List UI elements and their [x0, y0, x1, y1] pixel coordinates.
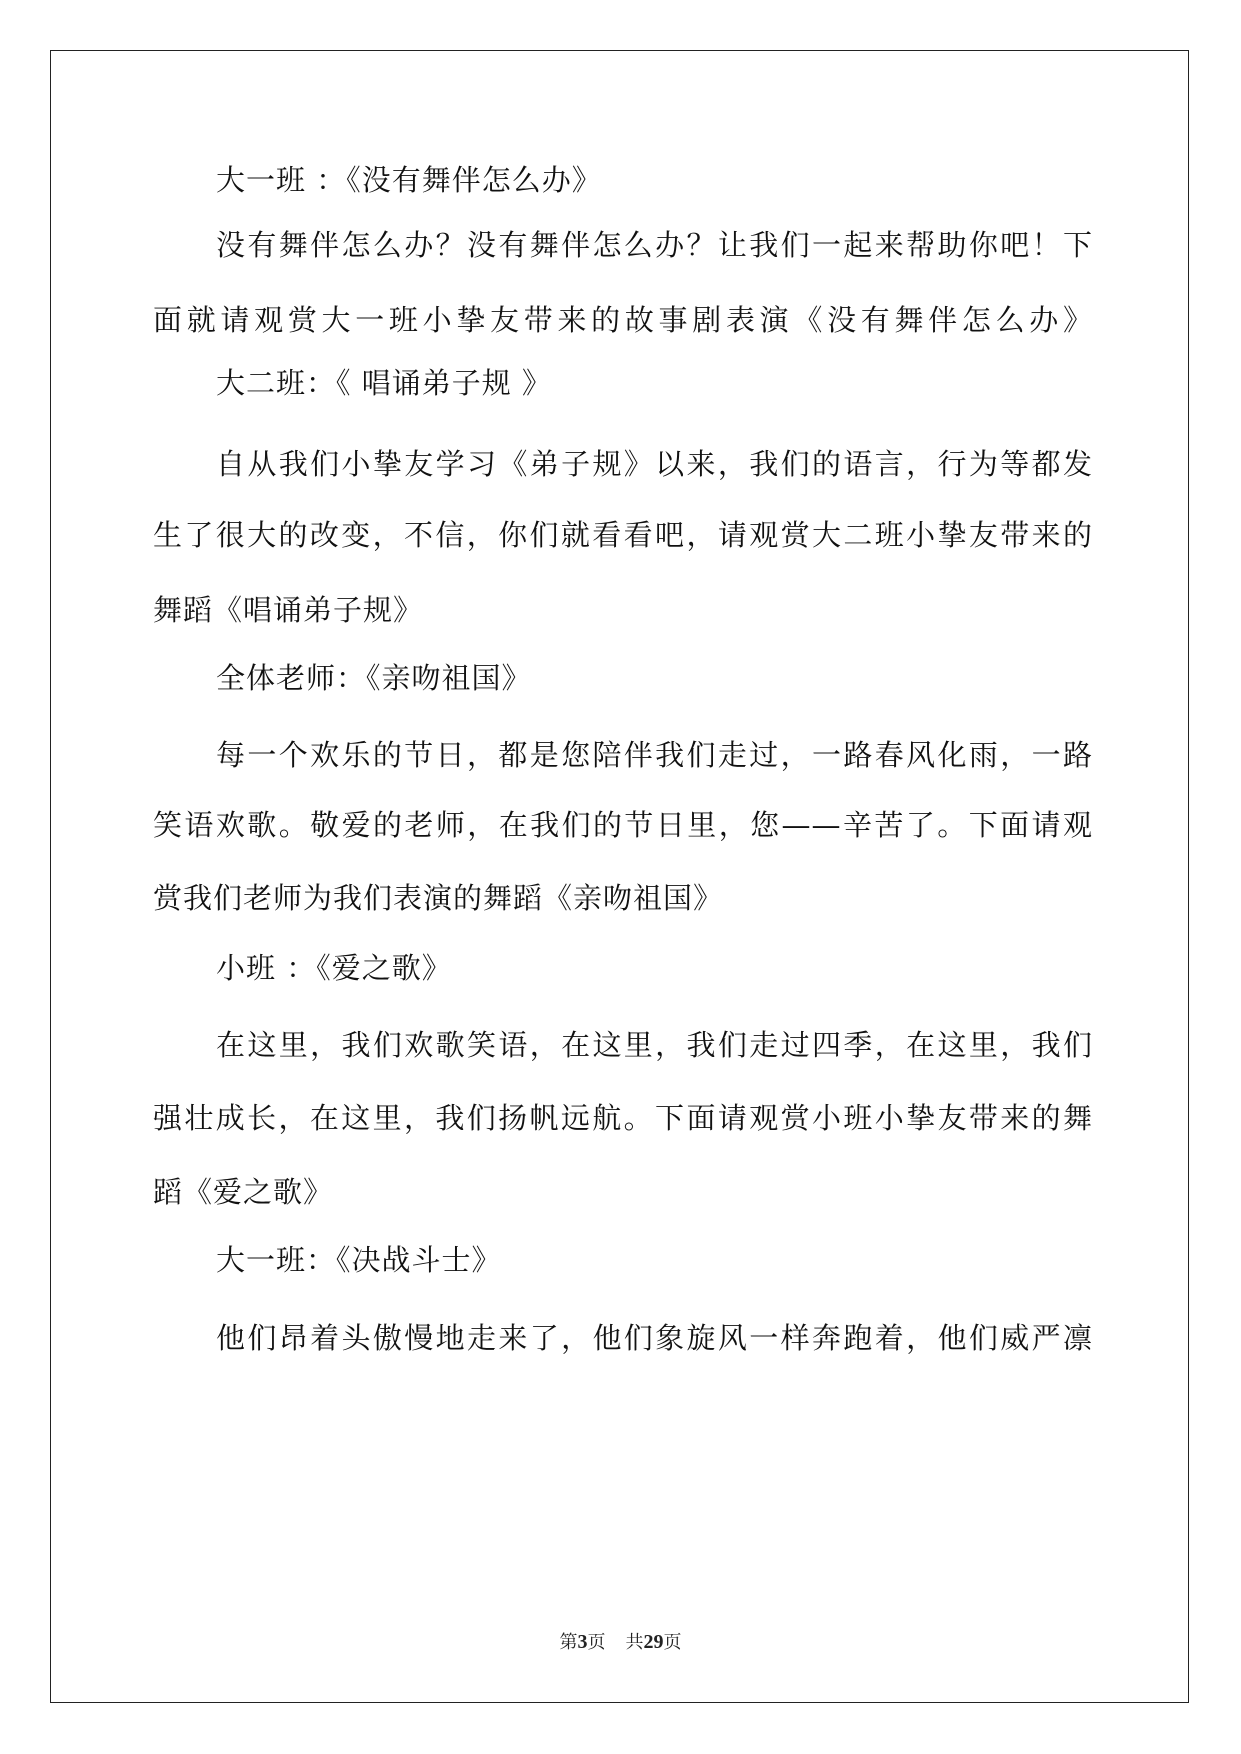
paragraph-line: 他们昂着头傲慢地走来了，他们象旋风一样奔跑着，他们威严凛	[216, 1321, 1093, 1355]
paragraph-line: 蹈《爱之歌》	[153, 1175, 334, 1209]
section-heading: 大一班 ：《没有舞伴怎么办》	[216, 163, 602, 197]
paragraph-line: 没有舞伴怎么办？没有舞伴怎么办？让我们一起来帮助你吧！下	[216, 228, 1093, 262]
paragraph-line: 笑语欢歌。敬爱的老师，在我们的节日里，您——辛苦了。下面请观	[153, 808, 1093, 842]
paragraph-line: 面就请观赏大一班小挚友带来的故事剧表演《没有舞伴怎么办》	[153, 303, 1093, 337]
section-heading: 大二班：《 唱诵弟子规 》	[216, 366, 552, 400]
paragraph-line: 舞蹈《唱诵弟子规》	[153, 593, 424, 627]
paragraph-line: 在这里，我们欢歌笑语，在这里，我们走过四季，在这里，我们	[216, 1028, 1093, 1062]
page-number: 3	[577, 1631, 588, 1653]
total-suffix: 页	[663, 1632, 682, 1653]
paragraph-line: 生了很大的改变，不信，你们就看看吧，请观赏大二班小挚友带来的	[153, 518, 1093, 552]
total-pages: 29	[643, 1631, 664, 1653]
section-heading: 小班 ：《爱之歌》	[216, 951, 452, 985]
paragraph-line: 强壮成长，在这里，我们扬帆远航。下面请观赏小班小挚友带来的舞	[153, 1101, 1093, 1135]
page-footer	[0, 1628, 1241, 1654]
page-border	[50, 50, 1189, 1703]
total-prefix: 共	[625, 1632, 644, 1653]
section-heading: 大一班：《决战斗士》	[216, 1243, 502, 1277]
page-suffix: 页	[587, 1632, 606, 1653]
paragraph-line: 赏我们老师为我们表演的舞蹈《亲吻祖国》	[153, 881, 724, 915]
paragraph-line: 自从我们小挚友学习《弟子规》以来，我们的语言，行为等都发	[216, 447, 1093, 481]
page-prefix: 第	[559, 1632, 578, 1653]
section-heading: 全体老师：《亲吻祖国》	[216, 661, 532, 695]
paragraph-line: 每一个欢乐的节日，都是您陪伴我们走过，一路春风化雨，一路	[216, 738, 1093, 772]
